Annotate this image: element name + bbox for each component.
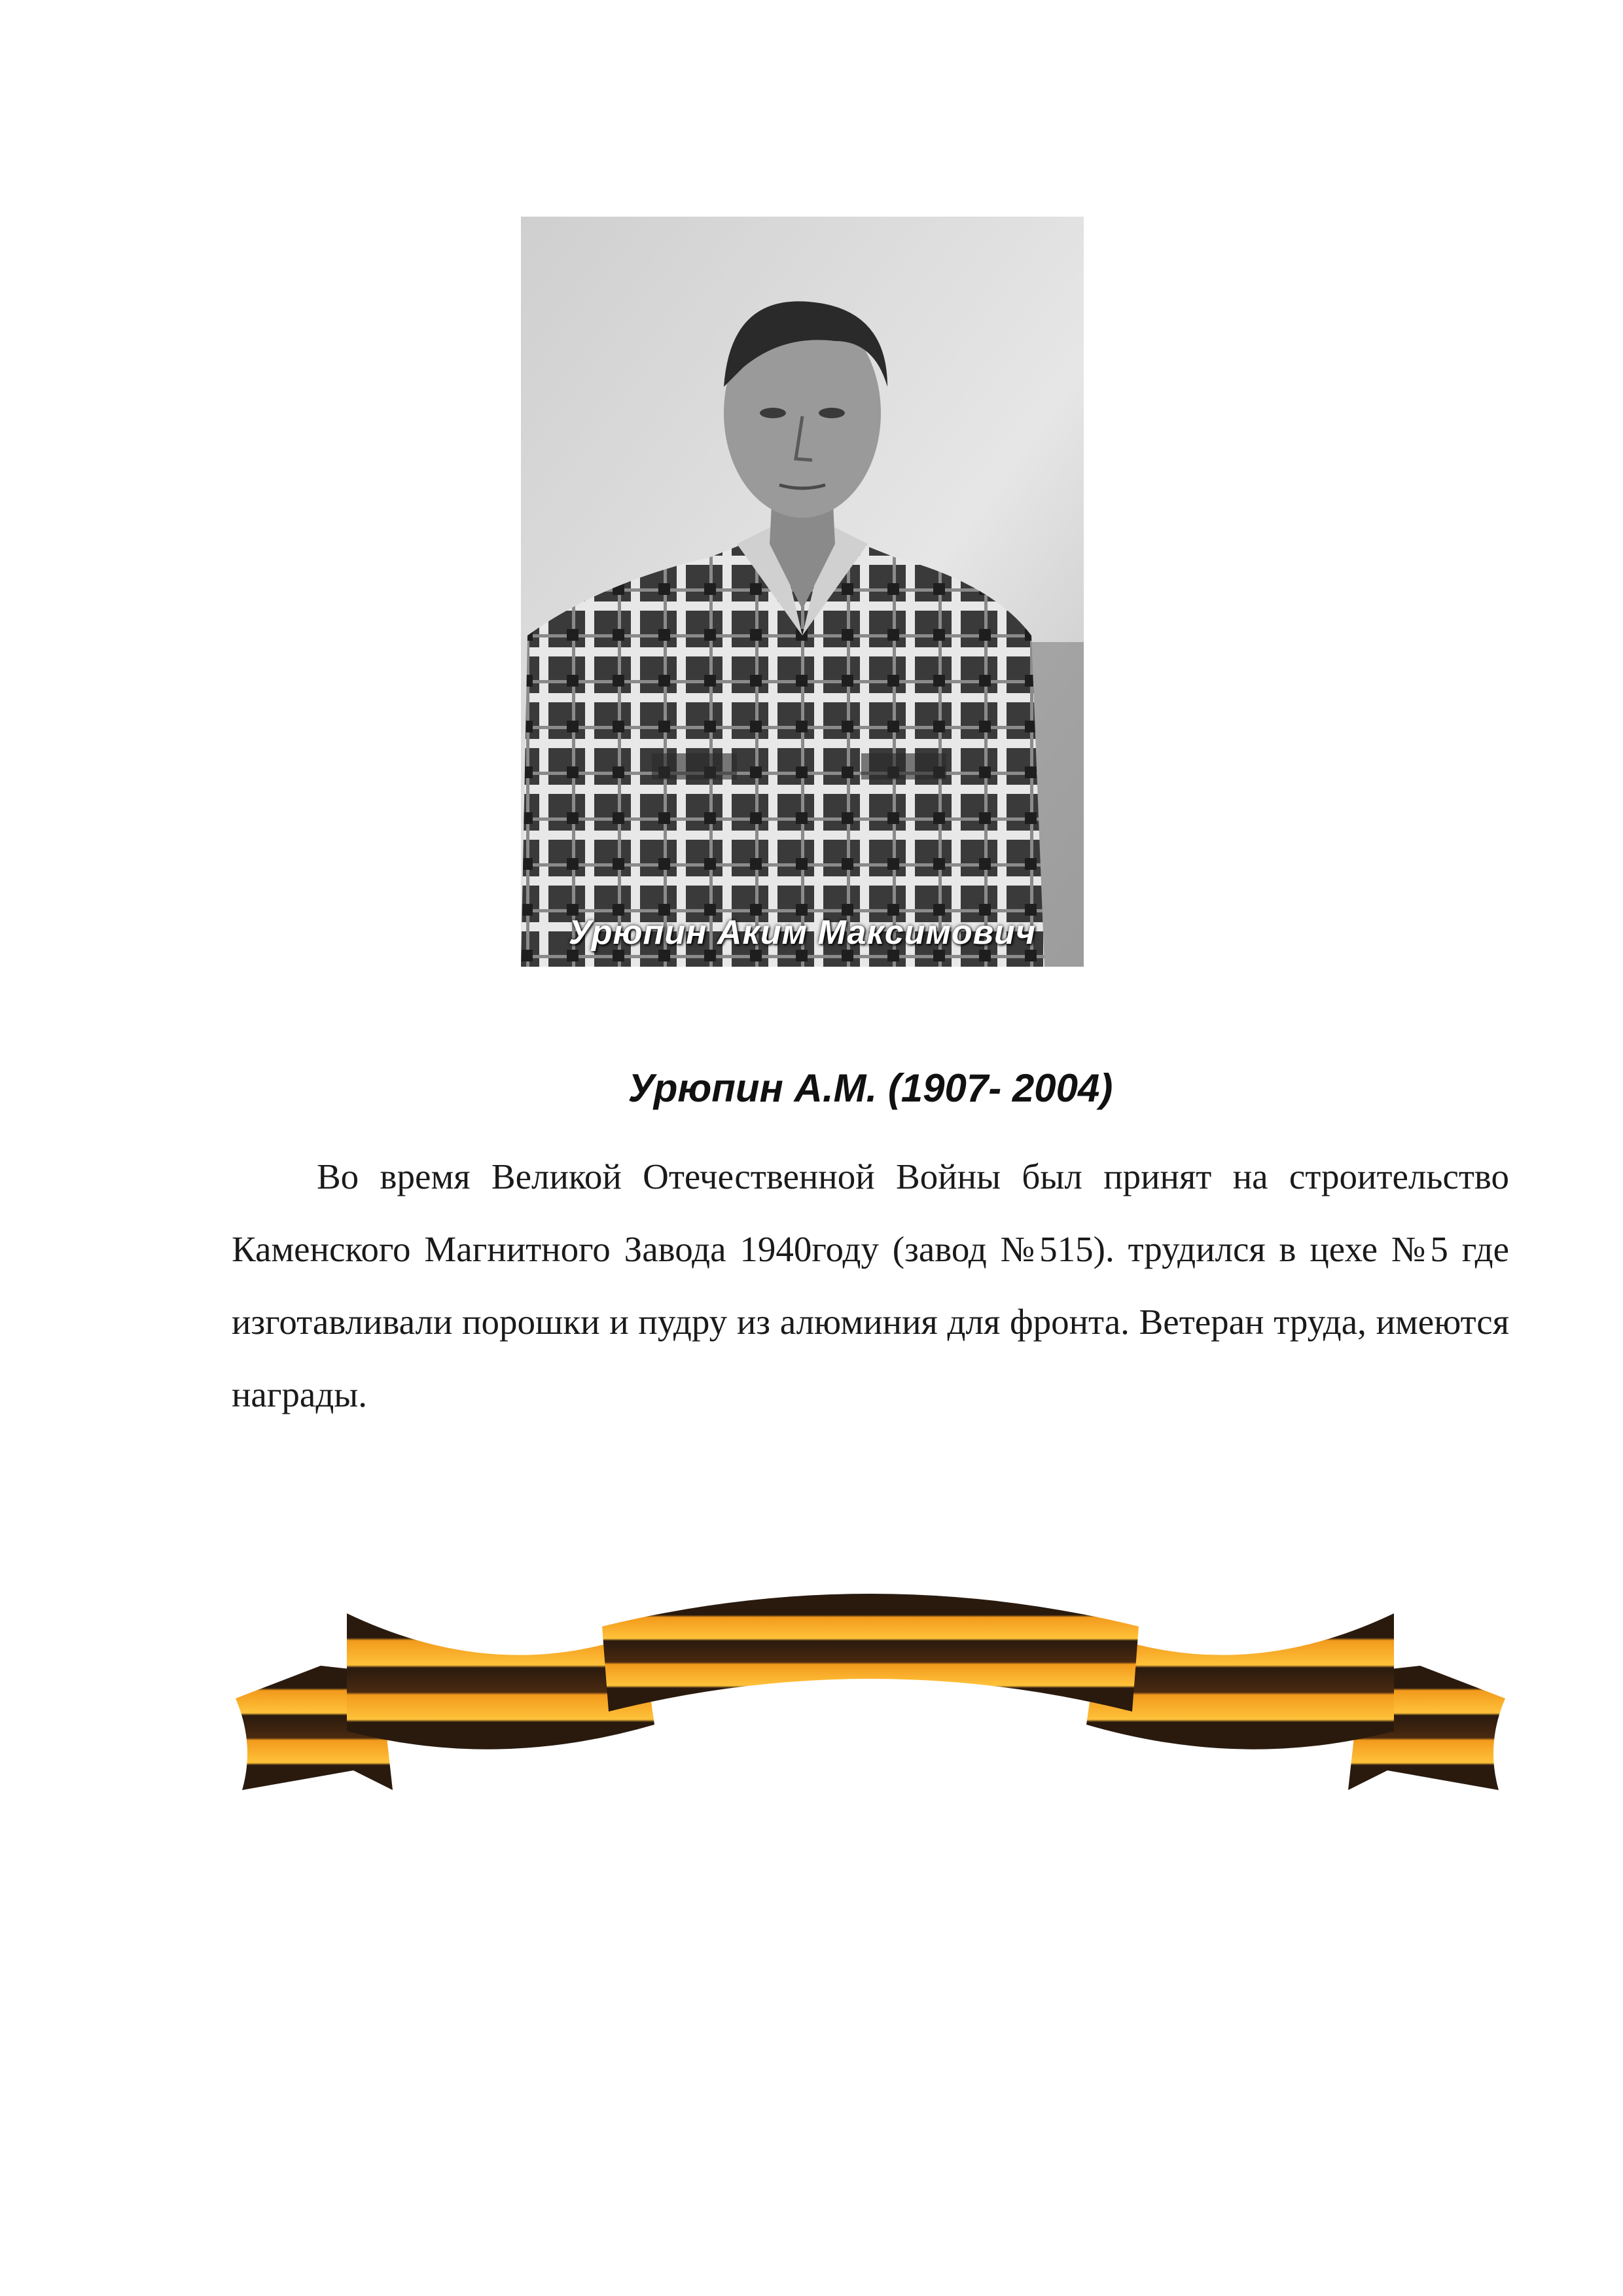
photo-caption: Урюпин Аким Максимович — [568, 914, 1037, 952]
biography-paragraph: Во время Великой Отечественной Войны был принят на строительство Каменского Магнитного Завода 1940году (завод №515). трудился в цехе №5 где изготавливали порошки и пудру из алюминия для фронта. Ветеран труда, имеются награды. — [232, 1157, 1509, 1414]
st-george-ribbon-icon — [223, 1574, 1518, 1836]
portrait-image — [521, 217, 1084, 967]
portrait-photo — [521, 217, 1084, 967]
page-title: Урюпин А.М. (1907- 2004) — [628, 1066, 1113, 1110]
